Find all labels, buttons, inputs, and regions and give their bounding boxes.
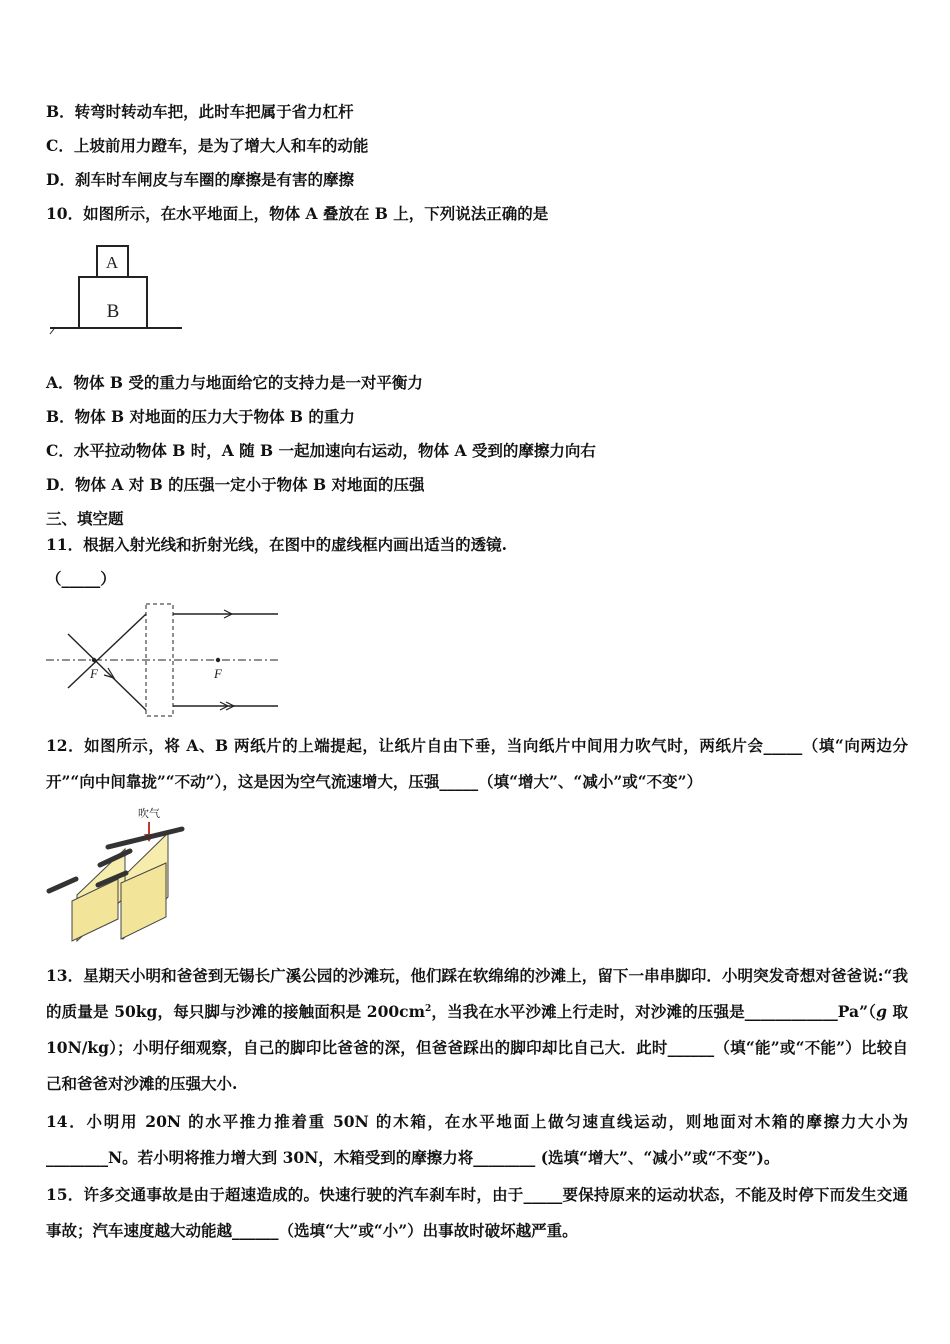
q13-text	[46, 958, 908, 1102]
q10-option-c: C．水平拉动物体 B 时，A 随 B 一起加速向右运动，物体 A 受到的摩擦力向右	[46, 441, 596, 460]
focus-left-label: F	[90, 666, 98, 681]
q9-option-b: B．转弯时转动车把，此时车把属于省力杠杆	[46, 102, 354, 121]
q13-sup: 2	[425, 1003, 432, 1014]
q10-option-b: B．物体 B 对地面的压力大于物体 B 的重力	[46, 407, 355, 426]
q15-text: 15．许多交通事故是由于超速造成的。快速行驶的汽车刹车时，由于_____要保持原来的运动状态，不能及时停下而发生交通事故；汽车速度越大动能越______（选填“大”或“小”）出事故时破坏越严重。	[46, 1185, 908, 1240]
block-a-label: A	[105, 253, 119, 272]
q12-text: 12．如图所示，将 A、B 两纸片的上端提起，让纸片自由下垂，当向纸片中间用力吹气时，两纸片会_____（填“向两边分开”“向中间靠拢”“不动”），这是因为空气流速增大，压强_____（填“增大”、“减小”或“不变”）	[46, 736, 908, 791]
q14-text: 14．小明用 20N 的水平推力推着重 50N 的木箱，在水平地面上做匀速直线运动，则地面对木箱的摩擦力大小为 ________N。若小明将推力增大到 30N，木箱受到的摩擦力将________ (选填“增大”、“减小”或“不变”)。	[46, 1112, 908, 1167]
q11-answer-blank: （_____）	[46, 569, 116, 588]
q9-option-d: D．刹车时车闸皮与车圈的摩擦是有害的摩擦	[46, 170, 354, 189]
q12-paper-figure	[46, 805, 186, 945]
focus-right-label: F	[214, 666, 222, 681]
q10-option-a: A．物体 B 受的重力与地面给它的支持力是一对平衡力	[46, 373, 423, 392]
q10-figure-blocks	[48, 240, 188, 335]
q10-stem: 10．如图所示，在水平地面上，物体 A 叠放在 B 上，下列说法正确的是	[46, 204, 549, 223]
q13-g-symbol: g	[876, 1002, 887, 1021]
q13-part3: 取 10N/kg）；小明仔细观察，自己的脚印比爸爸的深，但爸爸踩出的脚印却比自己大．此时______（填“能”或“不能”）比较自己和爸爸对沙滩的压强大小.	[46, 1002, 909, 1093]
q13-part1: 13．星期天小明和爸爸到无锡长广溪公园的沙滩玩，他们踩在软绵绵的沙滩上，留下一串串脚印．小明突发奇想对爸爸说:“我的质量是 50kg，每只脚与沙滩的接触面积是 200cm	[46, 966, 908, 1021]
block-b-label: B	[106, 301, 120, 322]
blow-label: 吹气	[138, 807, 160, 820]
q13-part2: ，当我在水平沙滩上行走时，对沙滩的压强是____________Pa”（	[431, 1002, 877, 1021]
q11-lens-figure	[46, 602, 280, 720]
q9-option-c: C．上坡前用力蹬车，是为了增大人和车的动能	[46, 136, 369, 155]
section-title: 三、填空题	[46, 509, 124, 528]
q10-option-d: D．物体 A 对 B 的压强一定小于物体 B 对地面的压强	[46, 475, 425, 494]
q11-stem: 11．根据入射光线和折射光线，在图中的虚线框内画出适当的透镜.	[46, 535, 507, 554]
